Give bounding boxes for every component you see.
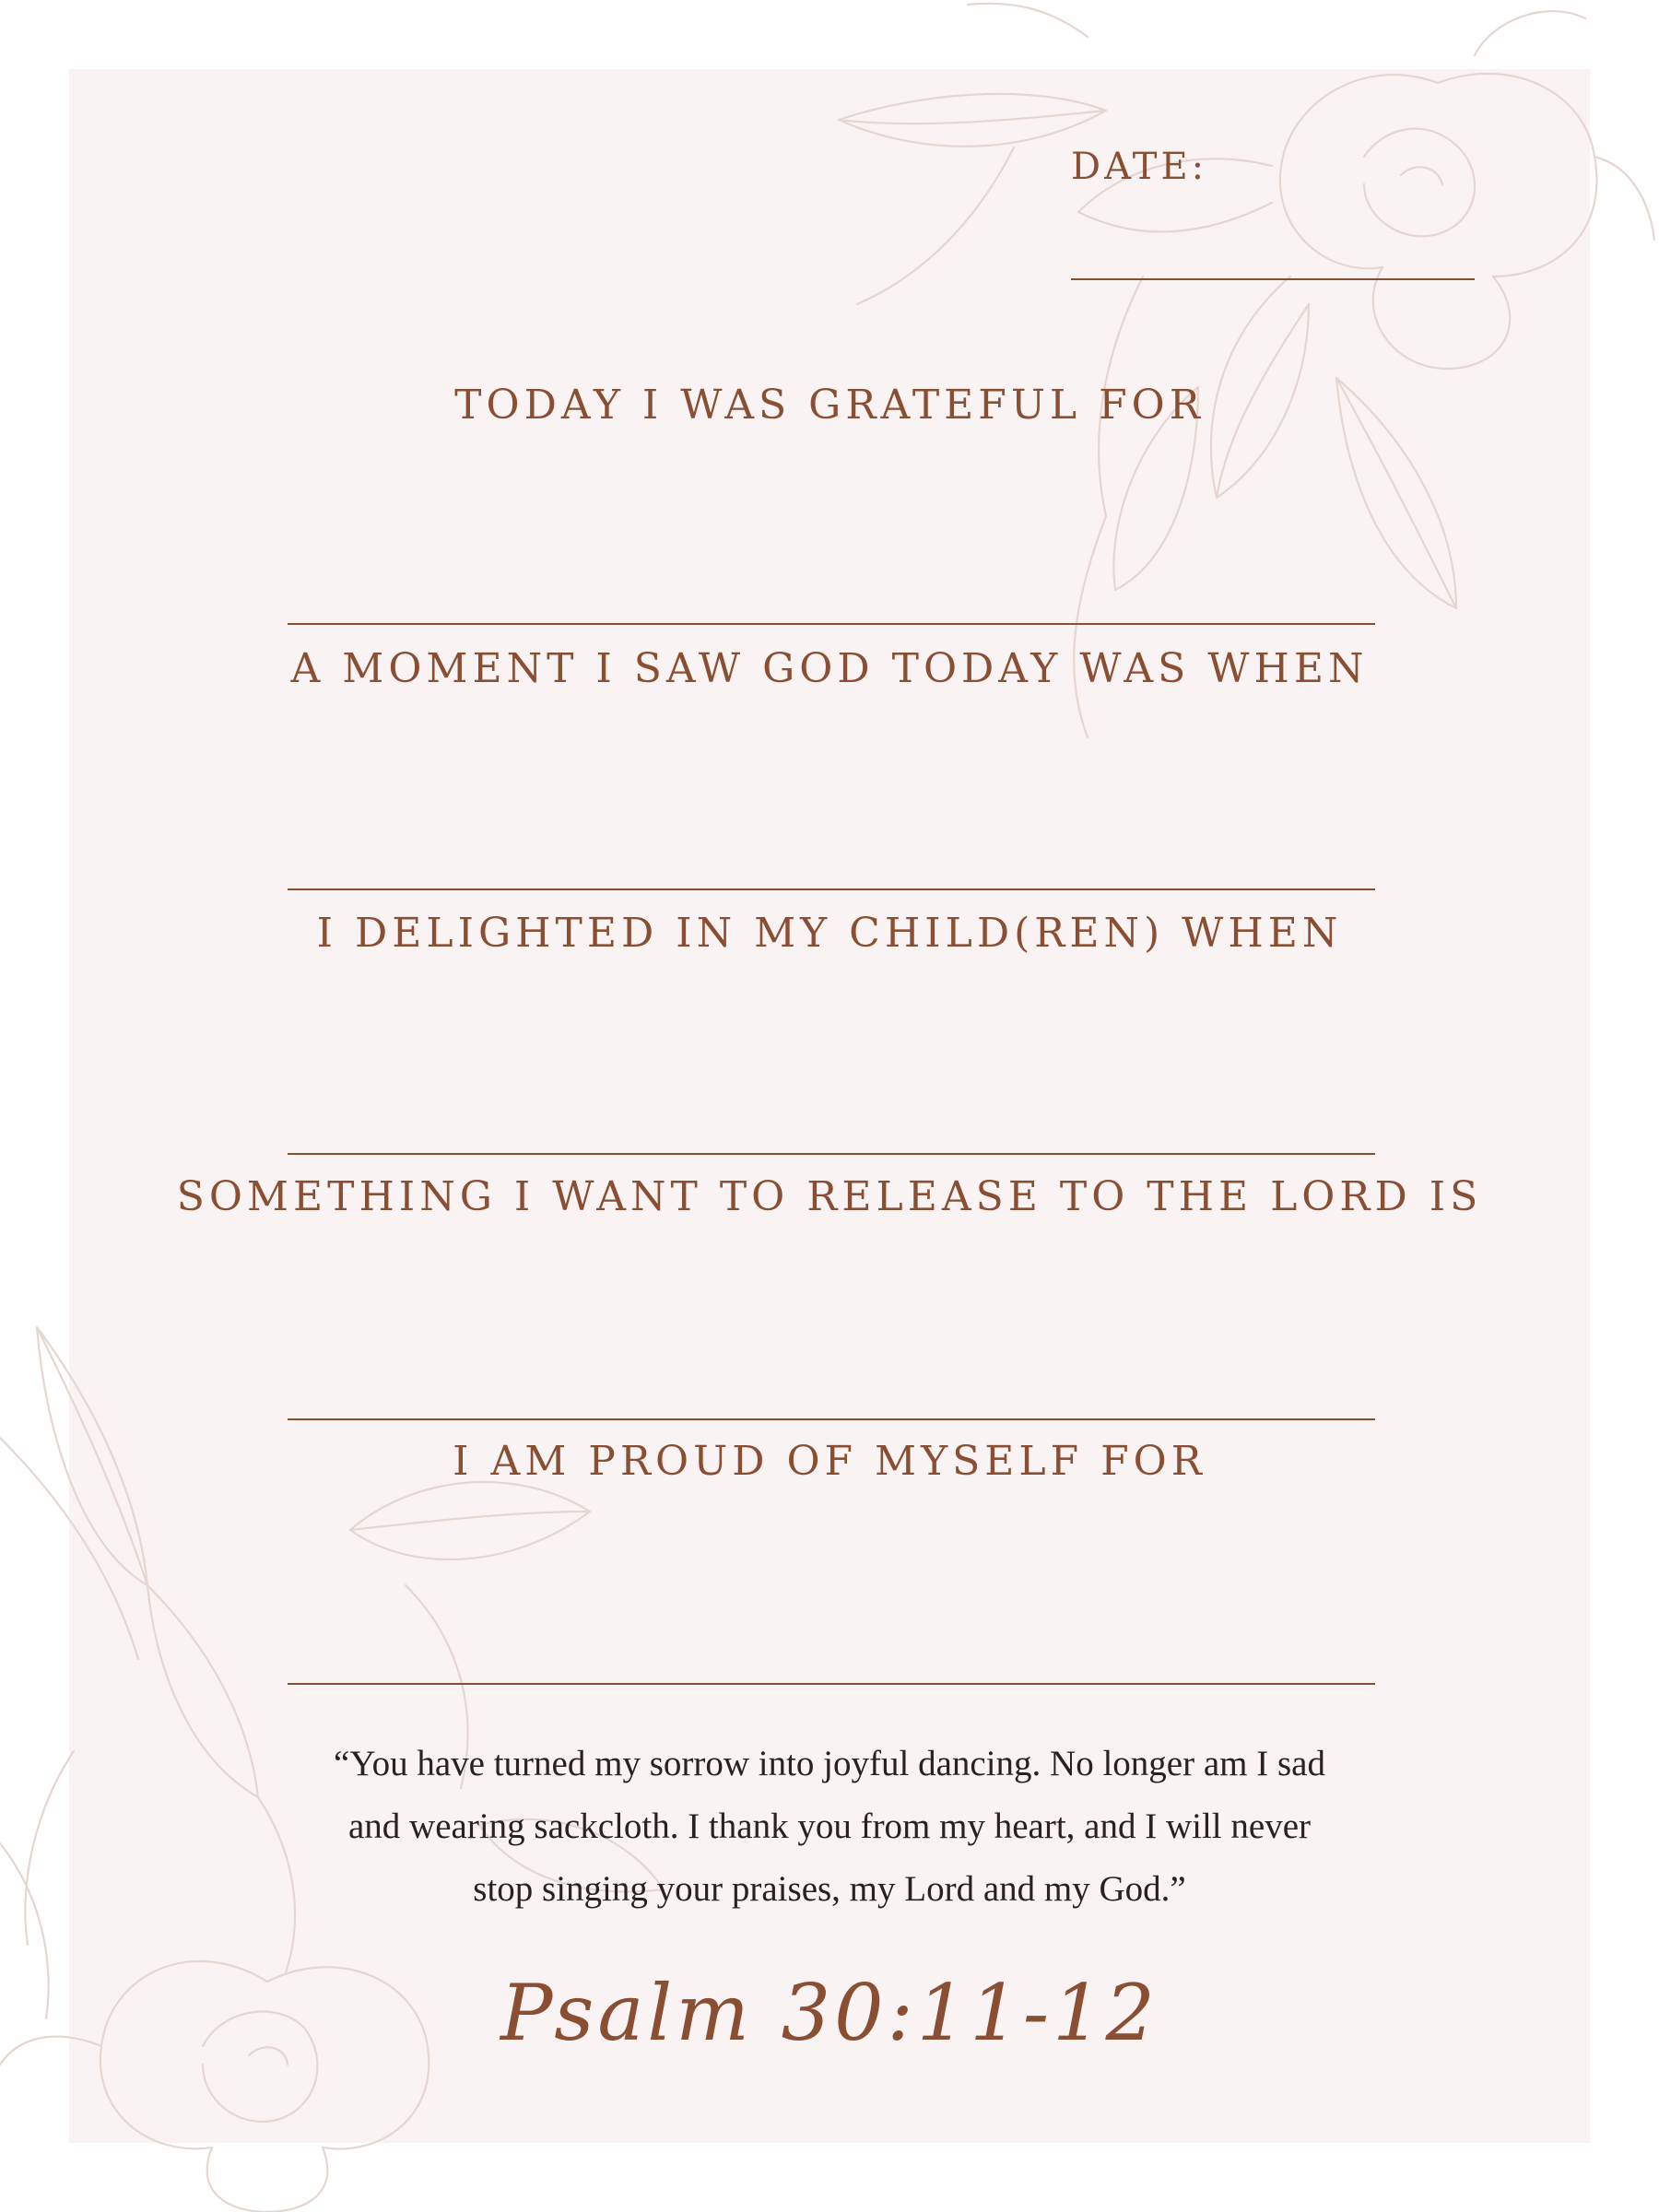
prompt-release-to-lord: SOMETHING I WANT TO RELEASE TO THE LORD IS: [176, 1173, 1483, 1220]
prompt-saw-god: A MOMENT I SAW GOD TODAY WAS WHEN: [290, 645, 1369, 692]
scripture-quote: [184, 1733, 1475, 1921]
quote-line: and wearing sackcloth. I thank you from my heart, and I will never: [348, 1806, 1311, 1846]
quote-line: stop singing your praises, my Lord and my God.”: [473, 1869, 1186, 1909]
scripture-reference: Psalm 30:11-12: [500, 1968, 1159, 2058]
quote-line: “You have turned my sorrow into joyful dancing. No longer am I sad: [334, 1744, 1325, 1783]
prompt-grateful: TODAY I WAS GRATEFUL FOR: [454, 382, 1205, 429]
date-label: DATE:: [1071, 146, 1208, 188]
date-line[interactable]: [1071, 278, 1475, 280]
prompt-proud-of-myself: I AM PROUD OF MYSELF FOR: [453, 1438, 1206, 1485]
answer-line-delighted-children[interactable]: [288, 1153, 1375, 1155]
answer-line-proud-of-myself[interactable]: [288, 1683, 1375, 1685]
answer-line-grateful[interactable]: [288, 623, 1375, 625]
answer-line-release-to-lord[interactable]: [288, 1418, 1375, 1420]
prompt-delighted-children: I DELIGHTED IN MY CHILD(REN) WHEN: [316, 910, 1343, 957]
answer-line-saw-god[interactable]: [288, 888, 1375, 890]
